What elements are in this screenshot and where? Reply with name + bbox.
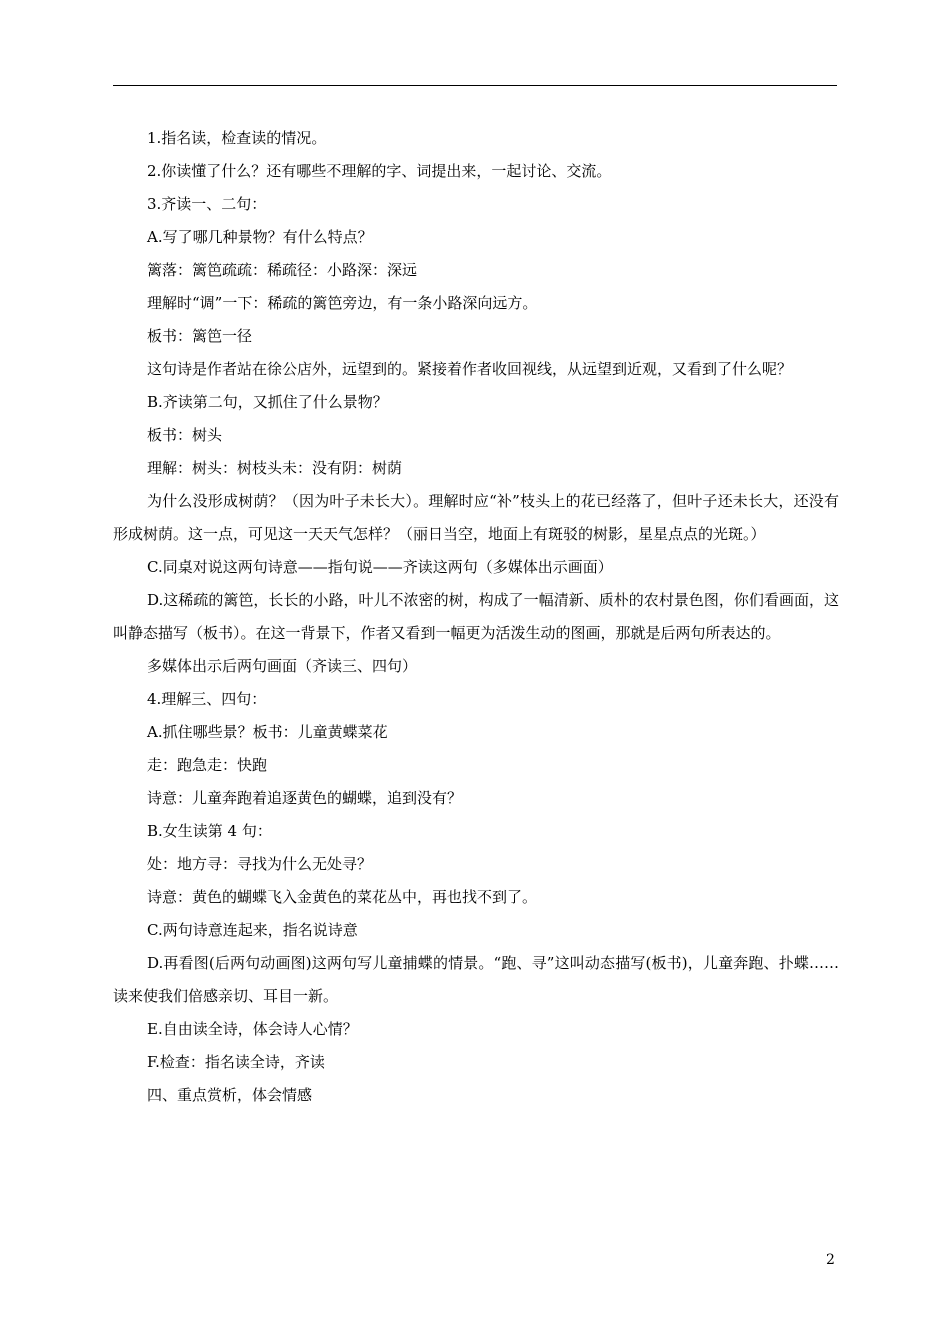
text-line-3: 3.齐读一、二句： xyxy=(147,195,267,213)
text-line-25: E.自由读全诗，体会诗人心情？ xyxy=(147,1020,358,1038)
text-paragraph-12: 为什么没形成树荫？（因为叶子未长大）。理解时应“补”枝头上的花已经落了，但叶子还未长大，还没有形成树荫。这一点，可见这一天天气怎样？（丽日当空，地面上有斑驳的树影，星星点点的光斑。） xyxy=(113,492,839,543)
text-line-17: A.抓住哪些景？板书：儿童黄蝶菜花 xyxy=(147,723,388,741)
text-line-16: 4.理解三、四句： xyxy=(147,690,267,708)
text-line-5: 篱落：篱笆疏疏：稀疏径：小路深：深远 xyxy=(147,261,418,279)
text-line-21: 处：地方寻：寻找为什么无处寻？ xyxy=(147,855,373,873)
text-line-4: A.写了哪几种景物？有什么特点？ xyxy=(147,228,373,246)
text-line-19: 诗意：儿童奔跑着追逐黄色的蝴蝶，追到没有？ xyxy=(147,789,463,807)
text-line-22: 诗意：黄色的蝴蝶飞入金黄色的菜花丛中，再也找不到了。 xyxy=(147,888,538,906)
text-line-15: 多媒体出示后两句画面（齐读三、四句） xyxy=(147,657,418,675)
text-line-9: B.齐读第二句，又抓住了什么景物？ xyxy=(147,393,388,411)
page-number: 2 xyxy=(826,1252,835,1268)
text-line-6: 理解时“调”一下：稀疏的篱笆旁边，有一条小路深向远方。 xyxy=(147,294,538,312)
text-line-7: 板书：篱笆一径 xyxy=(147,327,253,345)
text-line-11: 理解：树头：树枝头未：没有阴：树荫 xyxy=(147,459,403,477)
text-line-27: 四、重点赏析，体会情感 xyxy=(147,1086,313,1104)
text-paragraph-24: D.再看图(后两句动画图)这两句写儿童捕蝶的情景。“跑、寻”这叫动态描写(板书)，儿童奔跑、扑蝶……读来使我们倍感亲切、耳目一新。 xyxy=(113,954,839,1005)
text-line-1: 1.指名读，检查读的情况。 xyxy=(147,129,327,147)
text-line-23: C.两句诗意连起来，指名说诗意 xyxy=(147,921,358,939)
text-paragraph-14: D.这稀疏的篱笆，长长的小路，叶儿不浓密的树，构成了一幅清新、质朴的农村景色图，你们看画面，这叫静态描写（板书）。在这一背景下，作者又看到一幅更为活泼生动的图画，那就是后两句所表达的。 xyxy=(113,591,839,642)
text-line-2: 2.你读懂了什么？还有哪些不理解的字、词提出来，一起讨论、交流。 xyxy=(147,162,612,180)
text-line-18: 走：跑急走：快跑 xyxy=(147,756,268,774)
text-line-13: C.同桌对说这两句诗意——指句说——齐读这两句（多媒体出示画面） xyxy=(147,558,613,576)
text-line-26: F.检查：指名读全诗，齐读 xyxy=(147,1053,325,1071)
text-line-20: B.女生读第 4 句： xyxy=(147,822,272,840)
document-body xyxy=(113,122,839,1112)
text-line-10: 板书：树头 xyxy=(147,426,223,444)
text-line-8: 这句诗是作者站在徐公店外，远望到的。紧接着作者收回视线，从远望到近观，又看到了什么呢？ xyxy=(147,360,793,378)
header-rule xyxy=(113,85,837,86)
